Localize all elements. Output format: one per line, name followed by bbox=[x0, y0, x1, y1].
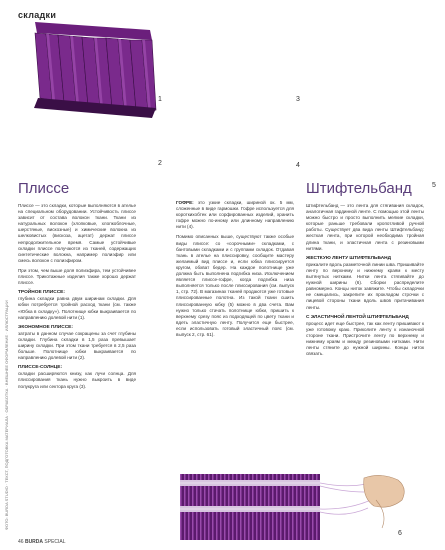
figure-2-number: 2 bbox=[158, 160, 162, 167]
stiftelband-heading: Штифтельбанд bbox=[306, 180, 412, 197]
elastic-tape-heading: С ЭЛАСТИЧНОЙ ЛЕНТОЙ ШТИФТЕЛЬБАНД bbox=[306, 314, 409, 320]
other-pleats-text: Помимо описанных выше, существуют также особые виды плиссе: со «сорочными» складками, с бантовыми складками и с группами складок. Отдавая ткань в ателье на плиссировку, сообщите мастеру желаемый вид плиссе и, если юбка плиссируется кругом, обхват бедер. На каждое полотнище уже должна быть выполнена подгибка низа. Исключением является плиссе-гофре, когда подгибка низа выполняется только после плиссирования (см. выпуск 1, стр. 72). В магазинах тканей продаются уже готовые плиссированные полотна. Из такой ткани сшить плиссированную юбку (5) можно в два счета. Вам нужно только стачать полотнище юбки, пришить к верхнему срезу пояс из подходящей по цвету ткани и вдеть эластичную ленту. Получится еще быстрее, если использовать готовый эластичный пояс (см. выпуск 2, стр. 61). bbox=[176, 234, 294, 337]
figure-5-number: 5 bbox=[432, 182, 436, 189]
figure-4-number: 4 bbox=[296, 162, 300, 169]
side-credit-text: ФОТО: BURDA STUDIO · ТЕКСТ, ПОДГОТОВКА МАТЕРИАЛА · ОБРАБОТКА · ВНЕШНЕЕ ОФОРМЛЕНИЕ · ИЛЛЮСТРАЦИИ bbox=[4, 300, 9, 530]
brand-name: BURDA bbox=[24, 539, 44, 545]
triple-pleat-block bbox=[18, 290, 136, 320]
gofre-text: это узкие складки, шириной ок. 5 мм, сложенные в виде гармошки. Гофре используется для короткихобтек или сорфированных изделий, хранить гофре можно по-иному или длинному направлению нити (4). bbox=[176, 200, 294, 230]
side-credit bbox=[4, 150, 12, 530]
figure-6-number: 6 bbox=[398, 530, 402, 537]
figure-1-image bbox=[34, 22, 156, 118]
sun-pleat-block bbox=[18, 365, 136, 389]
elastic-tape-block bbox=[306, 315, 424, 358]
pleats-heading: Плиссе bbox=[18, 180, 70, 197]
rigid-tape-block bbox=[306, 256, 424, 311]
rigid-tape-text: прикалите вдоль разметочной линии шва. Пришивайте ленту по верхнему и нижнему краям к месту вытянутых нитками. Нитки лента стягивайте до нужной ширины (6). Сборки распределите равномерно. Концы ниток завяжите. Чтобы складочки не смещались, закрепите их прокладом строчки с лицевой стороны ткани вдоль швов притачивания ленты. bbox=[306, 261, 424, 310]
economy-pleat-block bbox=[18, 325, 136, 362]
triple-pleat-heading: ТРОЙНОЕ ПЛИССЕ: bbox=[18, 290, 65, 296]
page-number: 46 bbox=[18, 539, 24, 545]
sun-pleat-text: складки расширяются книзу, как лучи солнца. Для плиссирования ткань нужно выкроить в виде полукруга или сектора круга (3). bbox=[18, 371, 136, 389]
brand-suffix: SPECIAL bbox=[44, 539, 66, 545]
economy-pleat-heading: ЭКОНОМНОЕ ПЛИССЕ: bbox=[18, 324, 73, 330]
rigid-tape-heading: ЖЕСТКУЮ ЛЕНТУ ШТИФТЕЛЬБАНД bbox=[306, 255, 392, 261]
gofre-heading: ГОФРЕ: bbox=[176, 200, 194, 205]
right-column bbox=[306, 180, 424, 361]
left-paragraph-1: Плиссе — это складки, которые выполняются в ателье на специальном оборудовании. Устойчивость плиссе зависит от состава волокон ткани. Ткани из натуральных волокон (хлопковые, хлопкоблочные, шерстяные, вискозные) и химические волокна из шелковистых (вискоза, ацетат) держат плиссе непродолжительное время. Самые устойчивые складки плиссе получаются из тканей, содержащих синтетические волокна, например полиэфир или смесь волокон с полиэфиром. bbox=[18, 203, 136, 263]
section-label: складки bbox=[18, 10, 57, 20]
photo-area bbox=[0, 0, 445, 200]
figure-1-number: 1 bbox=[158, 96, 162, 103]
sun-pleat-heading: ПЛИССЕ-СОЛНЦЕ: bbox=[18, 365, 63, 371]
gofre-block bbox=[176, 200, 294, 230]
middle-column bbox=[176, 200, 294, 342]
left-paragraph-2: При этом, чем выше доля полиэфира, тем устойчивее плиссе. Трикотажные изделия также хорошо держат плиссе. bbox=[18, 267, 136, 286]
stiftelband-intro: Штифтельбанд — это лента для стягивания складок, аналогичная гардинной ленте. С помощью этой ленты можно быстро и просто выполнить мелкие складки, которые раньше требовали кропотливой ручной работы. Существует два вида ленты Штифтельбанд: жесткая лента, при которой необходима тройная длина ткани, и эластичная лента с резиновыми нитями. bbox=[306, 203, 424, 251]
economy-pleat-text: затраты в данном случае сокращены за счет глубины складки. Глубина складки в 1,5 раза превышает ширину складки. При этом ткани требуется в 2,5 раза больше. Полотнище юбки выкраивается по направлению долевой нити (2). bbox=[18, 330, 136, 361]
elastic-tape-text: процесс идет еще быстрее, так как ленту пришивают к уже готовому краю. Приколите ленту к изнаночной стороне ткани. Пристрочите ленту по верхнему и нижнему краям и между резиновыми нитками. Нити ленты стяните до нужной ширины. Концы ниток связать. bbox=[306, 320, 424, 357]
left-column bbox=[18, 180, 136, 394]
triple-pleat-text: глубина складки равна двум ширинам складки. Для юбки потребуется тройной расход ткани (см. также «Юбка в складку»). Полотнище юбки выкраивается по направлению долевой нити (1). bbox=[18, 296, 136, 320]
figure-3-number: 3 bbox=[296, 96, 300, 103]
footer bbox=[18, 539, 66, 545]
